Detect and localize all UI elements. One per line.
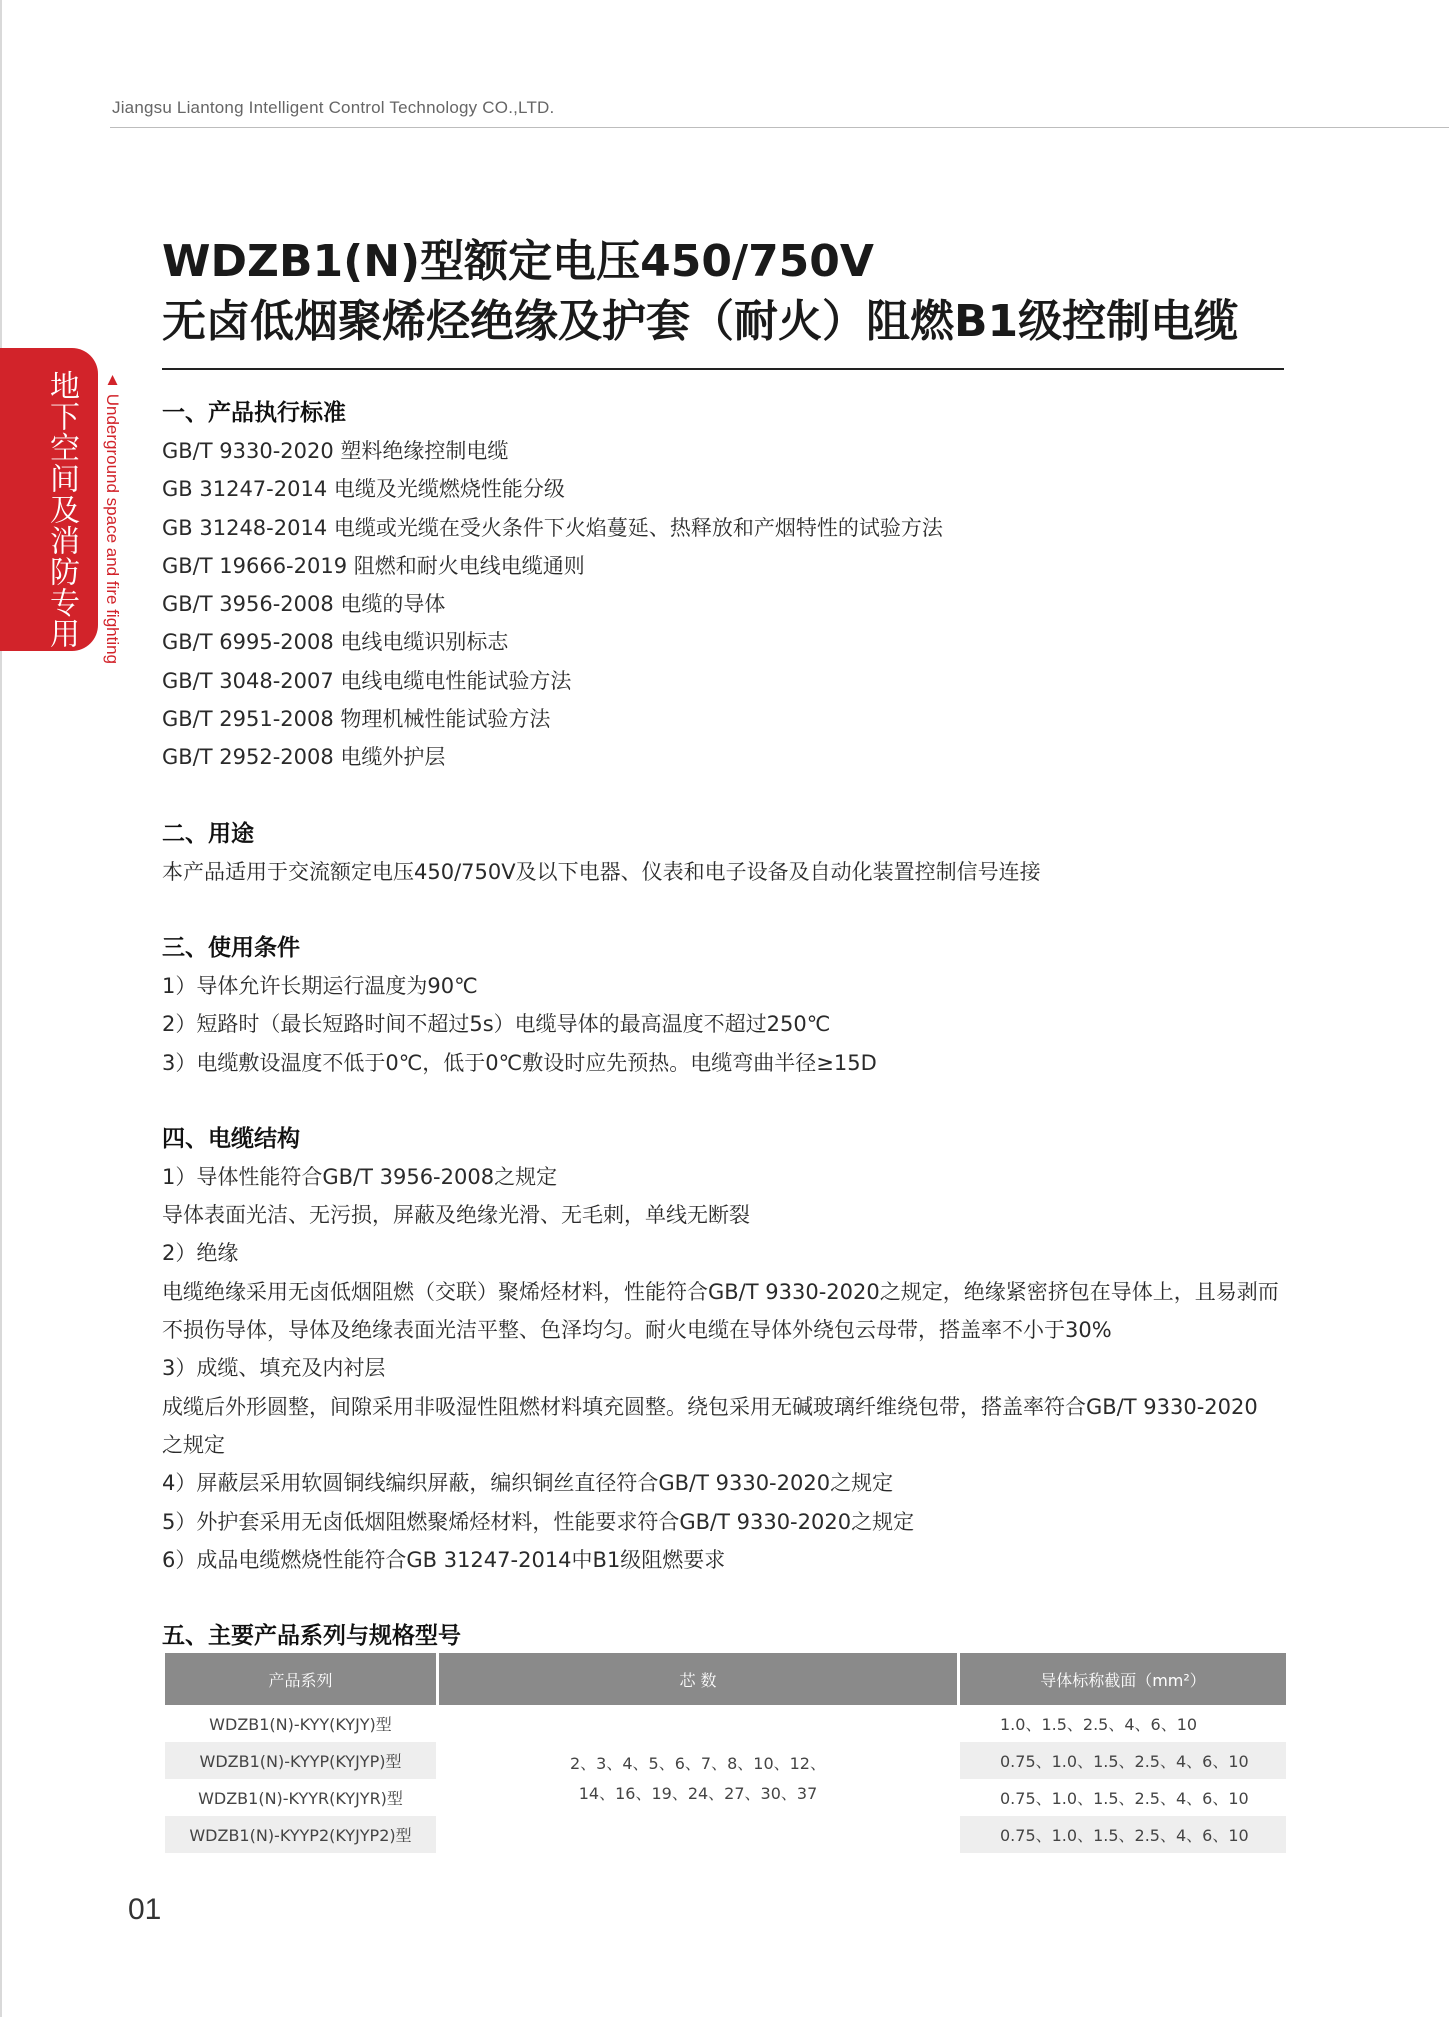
- title-divider: [162, 368, 1284, 370]
- sizes-cell: 0.75、1.0、1.5、2.5、4、6、10: [960, 1742, 1286, 1779]
- structure-line: 5）外护套采用无卤低烟阻燃聚烯烃材料，性能要求符合GB/T 9330-2020之规定: [162, 1509, 915, 1534]
- series-cell: WDZB1(N)-KYYP(KYJYP)型: [165, 1742, 436, 1779]
- condition-line: 3）电缆敷设温度不低于0℃，低于0℃敷设时应先预热。电缆弯曲半径≥15D: [162, 1050, 877, 1075]
- structure-line: 4）屏蔽层采用软圆铜线编织屏蔽，编织铜丝直径符合GB/T 9330-2020之规定: [162, 1471, 894, 1496]
- sizes-cell: 0.75、1.0、1.5、2.5、4、6、10: [1000, 1789, 1249, 1808]
- section-structure: [162, 1120, 1287, 1579]
- table-row: [165, 1705, 1286, 1742]
- cores-cell: [439, 1705, 957, 1853]
- standard-line: GB/T 6995-2008 电线电缆识别标志: [162, 630, 509, 655]
- section-heading: 三、使用条件: [162, 934, 300, 961]
- page-number: 01: [128, 1893, 162, 1926]
- standard-line: GB 31247-2014 电缆及光缆燃烧性能分级: [162, 477, 565, 502]
- structure-line: 导体表面光洁、无污损，屏蔽及绝缘光滑、无毛刺，单线无断裂: [162, 1203, 750, 1228]
- standard-line: GB/T 2951-2008 物理机械性能试验方法: [162, 707, 551, 732]
- standard-line: GB/T 19666-2019 阻燃和耐火电线电缆通则: [162, 553, 585, 578]
- page-edge-line: [0, 0, 2, 2017]
- usage-line: 本产品适用于交流额定电压450/750V及以下电器、仪表和电子设备及自动化装置控制信号连接: [162, 859, 1041, 884]
- structure-line: 3）成缆、填充及内衬层: [162, 1356, 386, 1381]
- side-tab-label: 地下空间及消防专用: [44, 370, 79, 649]
- structure-line: 之规定: [162, 1432, 225, 1457]
- title-line-1: WDZB1(N)型额定电压450/750V: [162, 236, 874, 287]
- standard-line: GB/T 3048-2007 电线电缆电性能试验方法: [162, 668, 572, 693]
- structure-line: 1）导体性能符合GB/T 3956-2008之规定: [162, 1164, 558, 1189]
- column-header-series: 产品系列: [165, 1653, 436, 1705]
- cores-line: 2、3、4、5、6、7、8、10、12、: [570, 1754, 826, 1773]
- section-heading: 四、电缆结构: [162, 1125, 300, 1152]
- spec-content: [162, 394, 1287, 1693]
- section-conditions: [162, 929, 1287, 1082]
- title-line-2: 无卤低烟聚烯烃绝缘及护套（耐火）阻燃B1级控制电缆: [162, 296, 1239, 347]
- column-header-cores: 芯 数: [439, 1653, 957, 1705]
- section-standards: [162, 394, 1287, 777]
- page-title: [162, 232, 1292, 352]
- cores-line: 14、16、19、24、27、30、37: [578, 1784, 818, 1803]
- standard-line: GB/T 2952-2008 电缆外护层: [162, 745, 446, 770]
- table-header-row: [165, 1653, 1286, 1705]
- spec-table: [162, 1653, 1289, 1853]
- section-usage: [162, 815, 1287, 891]
- series-cell: WDZB1(N)-KYYR(KYJYR)型: [198, 1789, 403, 1808]
- structure-line: 2）绝缘: [162, 1241, 239, 1266]
- standard-line: GB/T 9330-2020 塑料绝缘控制电缆: [162, 439, 509, 463]
- column-header-section: 导体标称截面（mm²）: [960, 1653, 1286, 1705]
- side-tab-english-label: ▲ Underground space and fire fighting: [103, 370, 122, 665]
- sizes-cell: 0.75、1.0、1.5、2.5、4、6、10: [960, 1816, 1286, 1853]
- section-heading: 一、产品执行标准: [162, 400, 346, 426]
- section-heading: 二、用途: [162, 820, 254, 847]
- section-heading: 五、主要产品系列与规格型号: [162, 1623, 461, 1650]
- standard-line: GB/T 3956-2008 电缆的导体: [162, 592, 446, 617]
- series-cell: WDZB1(N)-KYY(KYJY)型: [209, 1715, 392, 1734]
- structure-line: 6）成品电缆燃烧性能符合GB 31247-2014中B1级阻燃要求: [162, 1547, 726, 1572]
- condition-line: 2）短路时（最长短路时间不超过5s）电缆导体的最高温度不超过250℃: [162, 1012, 831, 1037]
- company-name: Jiangsu Liantong Intelligent Control Technology CO.,LTD.: [112, 98, 555, 117]
- series-cell: WDZB1(N)-KYYP2(KYJYP2)型: [165, 1816, 436, 1853]
- section-product-series: [162, 1617, 1287, 1655]
- structure-line: 成缆后外形圆整，间隙采用非吸湿性阻燃材料填充圆整。绕包采用无碱玻璃纤维绕包带，搭盖率符合GB/T 9330-2020: [162, 1394, 1258, 1419]
- header-divider: [110, 127, 1449, 128]
- sizes-cell: 1.0、1.5、2.5、4、6、10: [1000, 1715, 1198, 1734]
- structure-line: 电缆绝缘采用无卤低烟阻燃（交联）聚烯烃材料，性能符合GB/T 9330-2020之规定，绝缘紧密挤包在导体上，且易剥而: [162, 1279, 1279, 1304]
- structure-line: 不损伤导体，导体及绝缘表面光洁平整、色泽均匀。耐火电缆在导体外绕包云母带，搭盖率不小于30%: [162, 1318, 1112, 1343]
- condition-line: 1）导体允许长期运行温度为90℃: [162, 973, 478, 998]
- standard-line: GB 31248-2014 电缆或光缆在受火条件下火焰蔓延、热释放和产烟特性的试验方法: [162, 515, 943, 540]
